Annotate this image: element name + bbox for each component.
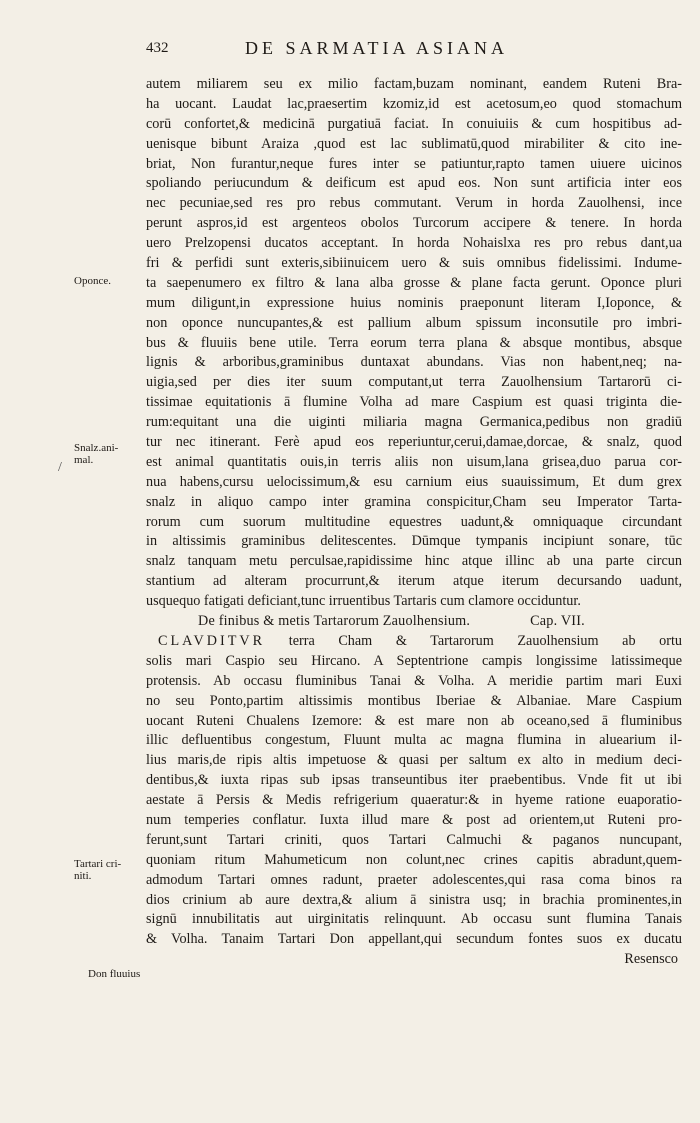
text-line: nec pecuniae,sed res pro rebus commutant. Verum in horda Zauolhensi, ince xyxy=(146,195,682,212)
text-line: uigia,sed per dies iter suum computant,ut terra Zauolhensium Tartarorū ci- xyxy=(146,374,682,391)
text-line: perunt aspros,id est argenteos obolos Turcorum accipere & tenere. In horda xyxy=(146,215,682,232)
paragraph-2-first-text: terra Cham & Tartarorum Zauolhensium ab ortu xyxy=(288,632,682,649)
text-line: no seu Ponto,partim altissimis montibus Iberiae & Albaniae. Mare Caspium xyxy=(146,692,682,709)
text-line: lius maris,de ripis altis impetuose & quasi per saltum ex alto in medium deci- xyxy=(146,752,682,769)
text-line: uero Prelzopensi ducatos acceptant. In horda Nohaislxa res pro rebus dant,ua xyxy=(146,235,682,252)
text-line: usquequo fatigati deficiant,tunc irruentibus Tartaris cum clamore occiduntur. xyxy=(146,593,581,610)
chapter-number: Cap. VII. xyxy=(530,613,585,630)
text-line: & Volha. Tanaim Tartari Don appellant,qui secundum fontes suos ex ducatu xyxy=(146,931,682,948)
page-header xyxy=(0,38,700,62)
paragraph-2 xyxy=(146,652,682,950)
text-line: spoliando periucundum & deificum est apud eos. Non sunt artificia inter eos xyxy=(146,175,682,192)
text-line: quoniam ritum Mahumeticum non colunt,nec crines capitis abradunt,quem- xyxy=(146,851,682,868)
text-line: tur nec itinerant. Ferè apud eos reperiuntur,cerui,damae,dorcae, & snalz, quod xyxy=(146,434,682,451)
margin-note-text: Snalz.ani- xyxy=(74,442,119,454)
text-line: protensis. Ab occasu fluminibus Tanai & Volha. A meridie partim mari Euxi xyxy=(146,672,682,689)
text-line: briat, Non furantur,neque fures inter se patiuntur,rapto tamen uiuere uicinos xyxy=(146,155,682,172)
margin-note-text: Oponce. xyxy=(74,275,111,287)
margin-note-oponce xyxy=(74,275,146,287)
main-text-block xyxy=(146,75,682,970)
text-line: autem miliarem seu ex milio factam,buzam nominant, eandem Ruteni Bra- xyxy=(146,76,682,92)
text-line: solis mari Caspio seu Hircano. A Septentrione campis longissime latissimeque xyxy=(146,652,682,669)
text-line: est animal quantitatis ouis,in terris aliis non uisum,lana grisea,duo parua cor- xyxy=(146,453,682,470)
margin-note-don xyxy=(88,968,160,980)
text-line: dios crinium ab aure dextra,& alium ā sinistra usq; in brachia prominentes,in xyxy=(146,891,682,908)
page-number: 432 xyxy=(146,40,169,56)
text-line: stantium ad alteram procurrunt,& iterum atque iterum decursando uadunt, xyxy=(146,573,682,590)
paragraph-1 xyxy=(146,75,682,612)
margin-note-text: mal. xyxy=(74,454,94,466)
pen-mark: / xyxy=(58,460,62,475)
paragraph-2-first-line xyxy=(146,632,682,652)
margin-note-text: Tartari cri- xyxy=(74,858,122,870)
margin-note-text: niti. xyxy=(74,870,92,882)
text-line: ha uocant. Laudat lac,praesertim kzomiz,id est acetosum,eo quod stomachum xyxy=(146,95,682,112)
text-line: mum diligunt,in expressione huius nominis praeponunt literam I,Ioponce, & xyxy=(146,294,682,311)
text-line: fri & perfidi sunt exteris,sibiinuicem uero & suis omnibus fidelissimi. Indume- xyxy=(146,255,682,272)
text-line: dentibus,& iuxta ripas sub ipsas transeuntibus iter praebentibus. Vnde fit ut ibi xyxy=(146,772,682,789)
text-line: uenisque bibunt Araiza ,quod est lac sublimatū,quod mirabiliter & cito ine- xyxy=(146,135,682,152)
text-line: illic defluentibus congestum, Fluunt multa ac magna flumina in aluearium il- xyxy=(146,732,682,749)
text-line: admodum Tartari omnes radunt, praeter adolescentes,qui rasa coma binos ra xyxy=(146,871,682,888)
chapter-heading: De finibus & metis Tartarorum Zauolhensium. xyxy=(198,613,471,630)
text-line: aestate ā Persis & Medis refrigerium quaeratur:& in hyeme ratione euaporatio- xyxy=(146,792,682,809)
text-line: ta saepenumero ex filtro & lana alba grosse & plane facta gerunt. Oponce pluri xyxy=(146,274,682,291)
text-line: rorum cum suorum multitudine equestres uadunt,& omniquaque circundant xyxy=(146,513,682,530)
text-line: corū confortet,& medicinā purgatiuā faciat. In conuiuiis & cum hospitibus ad- xyxy=(146,115,682,132)
margin-note-tartari xyxy=(74,858,146,882)
text-line: num temperies conflatur. Iuxta illud mare & post ad orientem,ut Ruteni pro- xyxy=(146,811,682,828)
text-line: rum:equitant una die uiginti miliaria magna Germanica,pedibus non gradiū xyxy=(146,414,682,431)
text-line: snalz in aliquo campo inter gramina conspicitur,Cham seu Imperator Tarta- xyxy=(146,493,682,510)
text-line: nua habens,cursu uelocissimum,& esu carnium eius suauissimum, Et dum grex xyxy=(146,473,682,490)
chapter-heading-line xyxy=(146,612,682,632)
margin-note-snalz xyxy=(74,442,146,466)
catchword: Resensco xyxy=(624,951,678,968)
text-line: in altissimis graminibus delitescentes. Dūmque tympanis incipiunt sonare, tūc xyxy=(146,533,682,550)
text-line: signū innubilitatis aut uirginitatis relinquunt. Ab occasu sunt flumina Tanais xyxy=(146,911,682,928)
margin-note-text: Don fluuius xyxy=(88,968,141,980)
text-line: uocant Ruteni Chualens Izemore: & est mare non ab oceano,sed ā fluminibus xyxy=(146,712,682,729)
text-line: tissimae equitationis ā flumine Volha ad mare Caspium est quasi triginta die- xyxy=(146,394,682,411)
running-title: DE SARMATIA ASIANA xyxy=(245,38,509,58)
text-line: non oponce nuncupantes,& est pallium album spissum inconsutile pro imbri- xyxy=(146,314,682,331)
text-line: ferunt,sunt Tartari criniti, quos Tartari Calmuchi & paganos nuncupant, xyxy=(146,831,682,848)
text-line: lignis & arboribus,graminibus duntaxat abundans. Vias non habent,neq; na- xyxy=(146,354,682,371)
text-line: snalz tanquam metu perculsae,rapidissime hinc atque illinc ab una parte circun xyxy=(146,553,682,570)
text-line: bus & fluuiis bene utile. Terra eorum terra plana & absque montibus, absque xyxy=(146,334,682,351)
dropcap-word: CLAVDITVR xyxy=(158,632,266,649)
